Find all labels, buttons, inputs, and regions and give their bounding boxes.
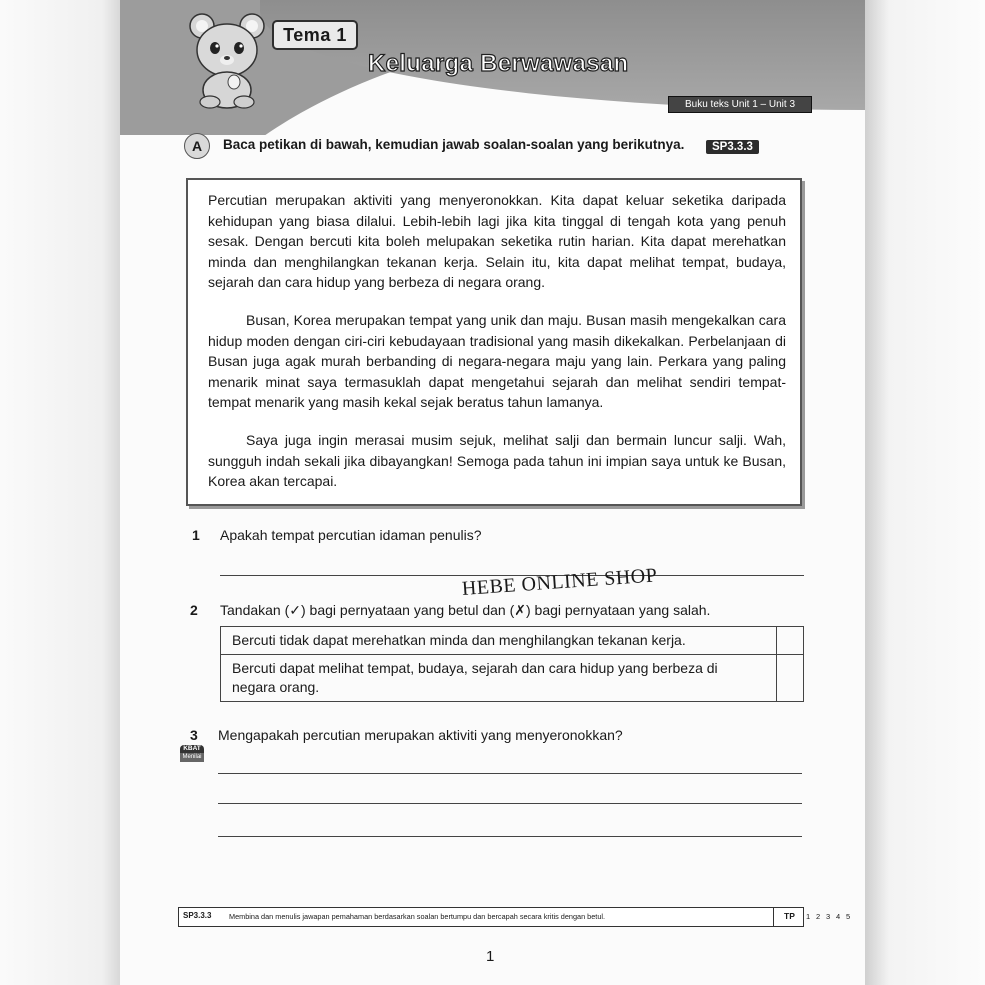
table-row xyxy=(221,627,804,655)
question-1-number: 1 xyxy=(192,527,200,543)
reading-passage xyxy=(186,178,802,506)
question-3-number: 3 xyxy=(190,727,198,743)
tp-level[interactable]: 3 xyxy=(826,912,831,921)
answer-line[interactable] xyxy=(218,773,802,774)
tp-level[interactable]: 1 xyxy=(806,912,811,921)
tick-box[interactable] xyxy=(777,655,804,702)
page-title: Keluarga Berwawasan xyxy=(368,50,629,77)
teddy-bear-icon xyxy=(182,10,272,110)
question-2-number: 2 xyxy=(190,602,198,618)
question-1-text: Apakah tempat percutian idaman penulis? xyxy=(220,527,482,543)
question-2-text: Tandakan (✓) bagi pernyataan yang betul dan (✗) bagi pernyataan yang salah. xyxy=(220,602,711,618)
statement-text: Bercuti dapat melihat tempat, budaya, sejarah dan cara hidup yang berbeza di negara orang. xyxy=(221,655,777,702)
workbook-page xyxy=(120,0,865,985)
kbat-badge-top: KBAT xyxy=(180,745,204,753)
footer-code: SP3.3.3 xyxy=(183,911,212,920)
tp-levels xyxy=(773,908,864,926)
table-row xyxy=(221,655,804,702)
tick-box[interactable] xyxy=(777,627,804,655)
page-number: 1 xyxy=(486,948,495,965)
tp-level[interactable]: 5 xyxy=(846,912,851,921)
true-false-table xyxy=(220,626,804,702)
section-instruction: Baca petikan di bawah, kemudian jawab soalan-soalan yang berikutnya. xyxy=(223,137,685,152)
tp-level[interactable]: 4 xyxy=(836,912,841,921)
answer-line[interactable] xyxy=(218,803,802,804)
tp-label: TP xyxy=(784,911,795,921)
kbat-badge-bottom: Menilai xyxy=(180,753,204,762)
kbat-badge xyxy=(180,745,204,763)
watermark: HEBE ONLINE SHOP xyxy=(461,564,659,600)
statement-text: Bercuti tidak dapat merehatkan minda dan menghilangkan tekanan kerja. xyxy=(221,627,777,655)
footer-bar xyxy=(178,907,851,927)
theme-label: Tema 1 xyxy=(272,20,358,50)
section-letter: A xyxy=(184,133,210,159)
textbook-reference: Buku teks Unit 1 – Unit 3 xyxy=(668,96,812,113)
standard-code-badge: SP3.3.3 xyxy=(706,140,759,154)
tp-level[interactable]: 2 xyxy=(816,912,821,921)
passage-paragraph: Busan, Korea merupakan tempat yang unik dan maju. Busan masih mengekalkan cara hidup moden dengan ciri-ciri kebudayaan tradisional yang masih dikekalkan. Perbelanjaan di Busan juga agak murah berbanding di negara-negara maju yang lain. Perkara yang paling menarik minat saya termasuklah dapat mengetahui sejarah dan melihat sendiri tempat-tempat menarik yang masih kekal sejak beratus tahun lamanya. xyxy=(208,312,786,410)
left-scan-margin xyxy=(0,0,120,985)
right-scan-margin xyxy=(865,0,985,985)
passage-paragraph: Percutian merupakan aktiviti yang menyeronokkan. Kita dapat keluar seketika daripada kehidupan yang biasa dilalui. Lebih-lebih lagi jika kita tinggal di tengah kota yang penuh sesak. Dengan bercuti kita boleh melupakan seketika rutin harian. Kita dapat merehatkan minda dan menghilangkan tekanan kerja. Selain itu, kita dapat melihat tempat, budaya, sejarah dan cara hidup yang berbeza di negara orang. xyxy=(208,192,786,290)
footer-description: Membina dan menulis jawapan pemahaman berdasarkan soalan bertumpu dan bercapah secara kritis dengan betul. xyxy=(229,912,606,921)
passage-paragraph: Saya juga ingin merasai musim sejuk, melihat salji dan bermain luncur salji. Wah, sungguh indah sekali jika dibayangkan! Semoga pada tahun ini impian saya untuk ke Busan, Korea akan tercapai. xyxy=(208,432,786,489)
answer-line[interactable] xyxy=(218,836,802,837)
question-3-text: Mengapakah percutian merupakan aktiviti yang menyeronokkan? xyxy=(218,727,623,743)
